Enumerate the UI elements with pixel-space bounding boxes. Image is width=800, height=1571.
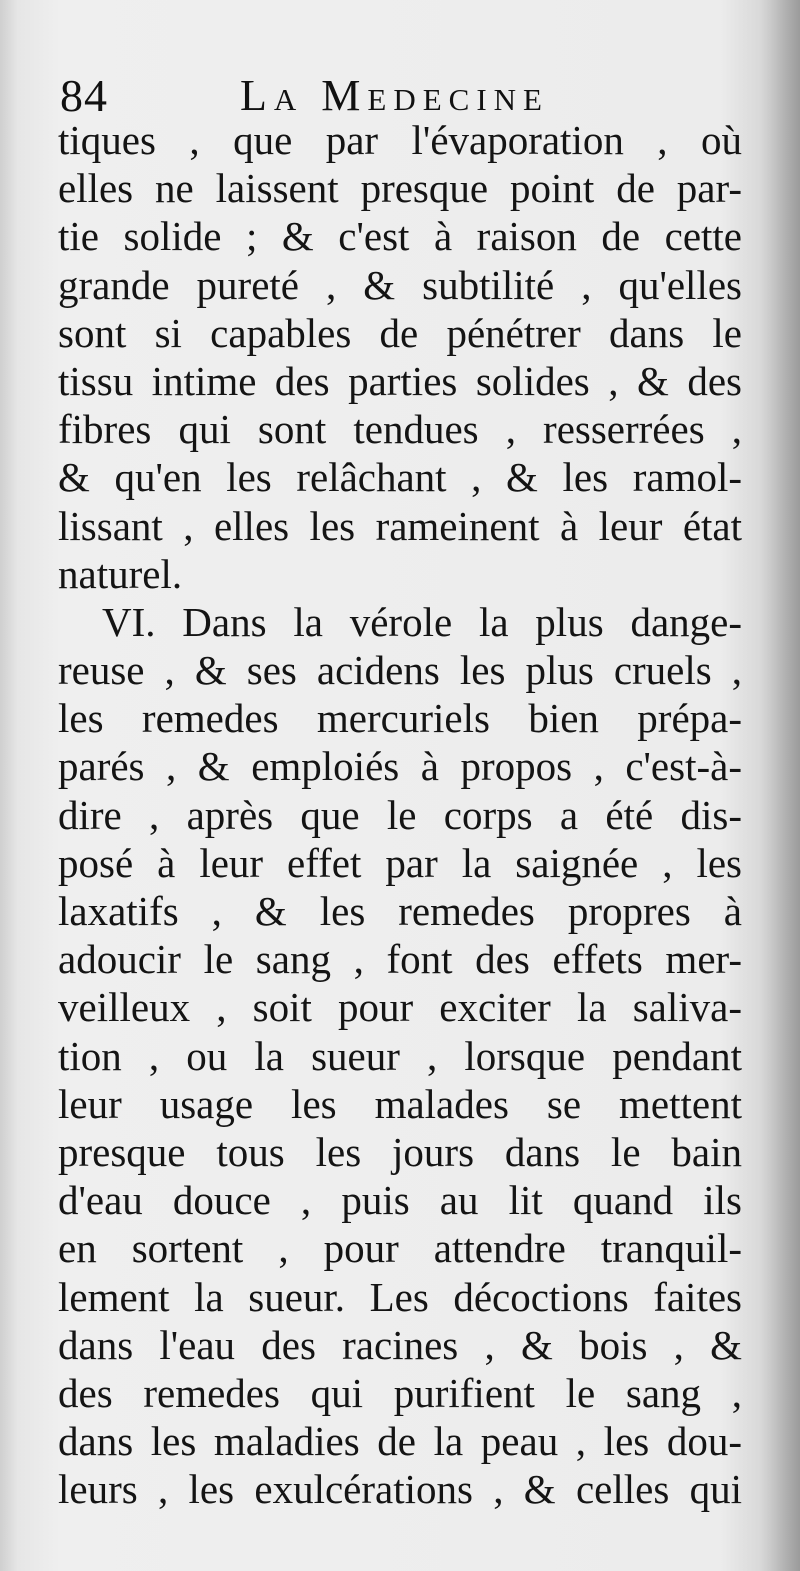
page-number: 84 (60, 70, 108, 121)
text-line: veilleux , soit pour exciter la saliva- (58, 984, 742, 1031)
text-line: grande pureté , & subtilité , qu'elles (58, 261, 742, 308)
text-line: parés , & emploiés à propos , c'est-à- (58, 743, 742, 790)
text-line: d'eau douce , puis au lit quand ils (58, 1177, 742, 1224)
page-edge-shadow (760, 0, 800, 1571)
text-line: leurs , les exulcérations , & celles qui (58, 1466, 742, 1513)
text-line: les remedes mercuriels bien prépa- (58, 695, 742, 742)
body-text (58, 116, 742, 1513)
text-line: dire , après que le corps a été dis- (58, 791, 742, 838)
text-line: tissu intime des parties solides , & des (58, 357, 742, 404)
text-line: en sortent , pour attendre tranquil- (58, 1225, 742, 1272)
text-line: sont si capables de pénétrer dans le (58, 309, 742, 356)
text-line: lissant , elles les rameinent à leur état (58, 502, 742, 549)
text-line: presque tous les jours dans le bain (58, 1128, 742, 1175)
text-line: tion , ou la sueur , lorsque pendant (58, 1032, 742, 1079)
text-line: elles ne laissent presque point de par- (58, 165, 742, 212)
text-line-paragraph-start: VI. Dans la vérole la plus dange- (102, 598, 742, 645)
text-line: dans l'eau des racines , & bois , & (58, 1321, 742, 1368)
text-line: posé à leur effet par la saignée , les (58, 839, 742, 886)
text-line: & qu'en les relâchant , & les ramol- (58, 454, 742, 501)
text-line: lement la sueur. Les décoctions faites (58, 1273, 742, 1320)
text-line: reuse , & ses acidens les plus cruels , (58, 647, 742, 694)
running-title: La Medecine (240, 71, 549, 120)
text-line: naturel. (58, 550, 183, 597)
text-line: fibres qui sont tendues , resserrées , (58, 406, 742, 453)
text-line: adoucir le sang , font des effets mer- (58, 936, 742, 983)
text-line: tie solide ; & c'est à raison de cette (58, 213, 742, 260)
text-line: laxatifs , & les remedes propres à (58, 888, 742, 934)
text-line: des remedes qui purifient le sang , (58, 1369, 742, 1416)
text-line: dans les maladies de la peau , les dou- (58, 1418, 742, 1465)
text-line: leur usage les malades se mettent (58, 1080, 742, 1127)
text-line: tiques , que par l'évaporation , où (58, 117, 742, 163)
